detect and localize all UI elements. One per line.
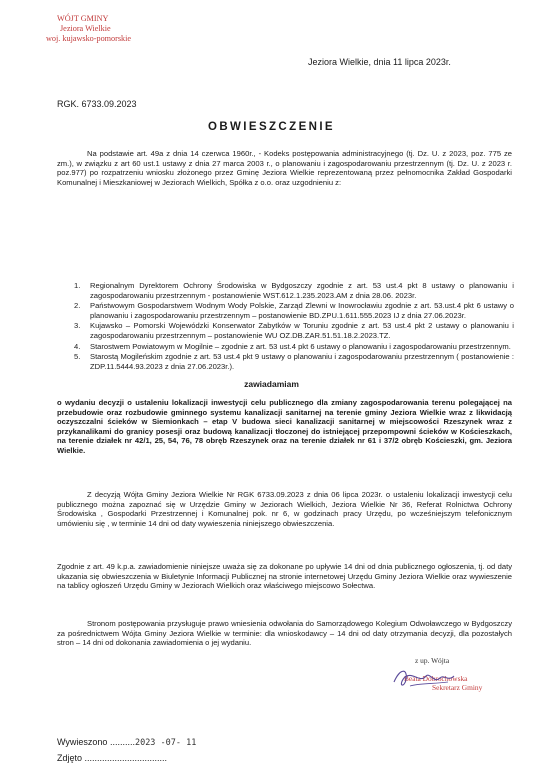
intro-paragraph: Na podstawie art. 49a z dnia 14 czerwca 1960r., - Kodeks postępowania administracyjnego (tj. Dz. U. z 2023, poz. 775 ze zm.), w związku z art 60 ust.1 ustawy z dnia 27 marca 2003 r., o planowaniu i zagospodarowaniu przestrzennym (tj. Dz. U. z 2023 r. poz.977) po rozpatrzeniu wniosku złożonego przez Gminę Jeziora Wielkie reprezentowaną przez pełnomocnika Zakład Gospodarki Komunalnej i Mieszkaniowej w Jeziorach Wielkich, Spółka z o.o. oraz uzgodnieniu z: xyxy=(57,149,512,187)
agreement-item xyxy=(74,342,514,352)
place-and-date: Jeziora Wielkie, dnia 11 lipca 2023r. xyxy=(308,57,451,67)
stamp-line-municipality: Jeziora Wielkie xyxy=(60,24,111,33)
agreement-text: Kujawsko – Pomorski Wojewódzki Konserwator Zabytków w Toruniu zgodnie z art. 53 ust.4 pkt 2 ustawy o planowaniu i zagospodarowaniu przestrzennym – postanowienie WU OZ.DB.ZAR.51.51.18.2.2023.TZ. xyxy=(90,321,514,340)
reference-number: RGK. 6733.09.2023 xyxy=(57,99,137,109)
announcement-heading: zawiadamiam xyxy=(244,379,299,389)
agreements-list xyxy=(74,281,514,372)
agreement-number: 4. xyxy=(74,341,81,351)
stamp-line-title: WÓJT GMINY xyxy=(57,14,109,23)
agreement-number: 3. xyxy=(74,321,81,331)
document-title: OBWIESZCZENIE xyxy=(207,121,336,133)
agreement-number: 1. xyxy=(74,281,81,290)
agreement-item xyxy=(74,301,514,320)
signature-authorization: z up. Wójta xyxy=(415,656,450,665)
agreement-item xyxy=(74,352,514,371)
posted-dots: .......... xyxy=(109,737,135,747)
access-paragraph: Z decyzją Wójta Gminy Jeziora Wielkie Nr RGK 6733.09.2023 z dnia 06 lipca 2023r. o ustaleniu lokalizacji inwestycji celu publicznego można zapoznać się w Urzędzie Gminy w Jeziorach Wielkich, Jeziora Wielkie Nr 36, Referat Rolnictwa Ochrony Środowiska , Gospodarki Przestrzennej i Komunalnej pok. nr 6, w godzinach pracy Urzędu, po wcześniejszym telefonicznym umówieniu się , w terminie 14 dni od daty wywieszenia niniejszego obwieszczenia. xyxy=(57,490,512,528)
agreement-number: 5. xyxy=(74,352,81,362)
agreement-item xyxy=(74,281,514,300)
posted-date-line xyxy=(57,738,196,749)
stamp-line-voivodeship: woj. kujawsko-pomorskie xyxy=(46,34,132,43)
posted-date-value: 2023 -07- 11 xyxy=(134,738,197,748)
office-stamp xyxy=(46,14,176,44)
kpa-paragraph: Zgodnie z art. 49 k.p.a. zawiadomienie niniejsze uważa się za dokonane po upływie 14 dni od dnia publicznego ogłoszenia, tj. od daty ukazania się obwieszczenia w Biuletynie Informacji Publicznej na stronie internetowej Urzędu Gminy Jeziora Wielkie oraz wywieszenie na tablicy ogłoszeń Urzędu Gminy w Jeziorach Wielkich oraz właściwego miejscowo Sołectwa. xyxy=(57,562,512,591)
removed-label: Zdjęto xyxy=(57,753,83,763)
removed-dots: ................................. xyxy=(84,753,168,763)
removed-date-line xyxy=(57,754,167,764)
handwritten-signature-icon xyxy=(390,664,470,692)
agreement-text: Państwowym Gospodarstwem Wodnym Wody Polskie, Zarząd Zlewni w Inowrocławiu zgodnie z art. 53.ust.4 pkt 6 ustawy o planowaniu i zagospodarowaniu przestrzennym – postanowienie BD.ZPU.1.611.555.2023 IJ z dnia 27.06.2023r. xyxy=(90,301,514,320)
signature-block xyxy=(400,656,530,693)
signatory-name: Beata Dobrochowska xyxy=(400,674,530,684)
posted-label: Wywieszono xyxy=(57,737,110,747)
appeal-paragraph: Stronom postępowania przysługuje prawo wniesienia odwołania do Samorządowego Kolegium Odwoławczego w Bydgoszczy za pośrednictwem Wójta Gminy Jeziora Wielkie w terminie: dla wnioskodawcy – 14 dni od daty otrzymania decyzji, dla pozostałych stron – 14 dni od dokonania zawiadomienia o jej wydaniu. xyxy=(57,619,512,648)
signatory-role: Sekretarz Gminy xyxy=(432,683,483,693)
agreement-item xyxy=(74,321,514,340)
agreement-number: 2. xyxy=(74,301,81,311)
agreement-text: Starostwem Powiatowym w Mogilnie – zgodnie z art. 53 ust.4 pkt 6 ustawy o planowaniu i zagospodarowaniu przestrzennym. xyxy=(90,341,511,351)
agreement-text: Starostą Mogileńskim zgodnie z art. 53 ust.4 pkt 9 ustawy o planowaniu i zagospodarowaniu przestrzennym ( postanowienie : ZDP.11.5444.93.2023 z dnia 27.06.2023r.). xyxy=(90,352,514,371)
agreement-text: Regionalnym Dyrektorem Ochrony Środowiska w Bydgoszczy zgodnie z art. 53 ust.4 pkt 8 ustawy o planowaniu i zagospodarowaniu przestrzennym - postanowienie WST.612.1.235.2023.AM z dnia 28.06. 2023r. xyxy=(90,281,514,300)
decision-paragraph: o wydaniu decyzji o ustaleniu lokalizacji inwestycji celu publicznego dla zmiany zagospodarowania terenu polegającej na przebudowie oraz rozbudowie gminnego systemu kanalizacji sanitarnej na terenie gminy Jeziora Wielkie wraz z likwidacją oczyszczalni ścieków w Siemionkach – etap V budowa sieci kanalizacji sanitarnej w miejscowości Rzeszynek wraz z przykanalikami do granicy posesji oraz budową kanalizacji tłoczonej do istniejącej przepompowni ścieków w Kościeszkach, na terenie działek nr 42/1, 25, 54, 76, 78 obręb Rzeszynek oraz na terenie działek nr 61 i 37/2 obręb Kościeszki, gm. Jeziora Wielkie. xyxy=(57,398,512,455)
